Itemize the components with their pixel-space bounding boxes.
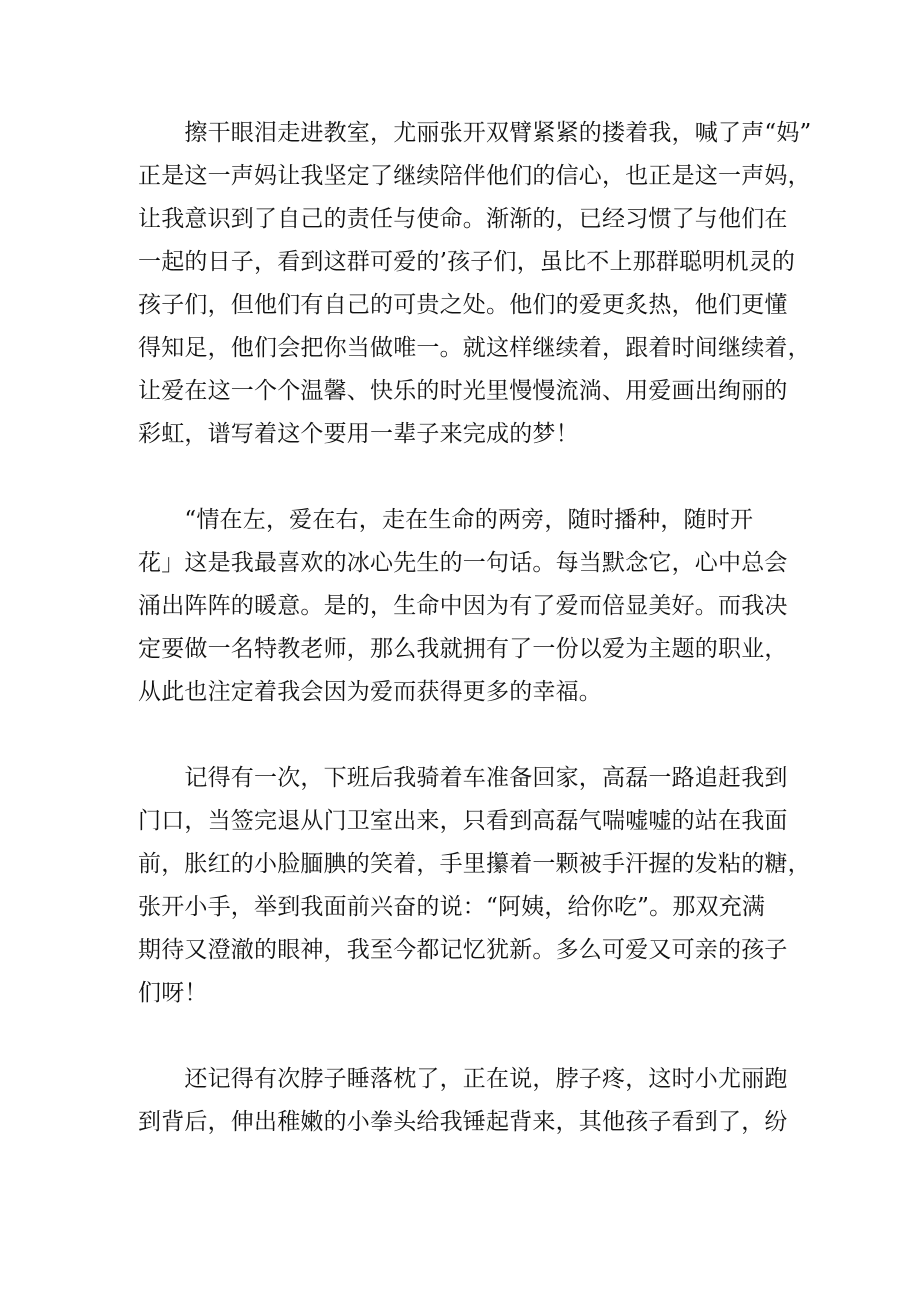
text-line: 还记得有次脖子睡落枕了，正在说，脖子疼，这时小尤丽跑 — [138, 1066, 788, 1092]
text-line: 门口，当签完退从门卫室出来，只看到高磊气喘嘘嘘的站在我面 — [138, 808, 788, 834]
text-line: 们呀！ — [138, 980, 208, 1006]
text-line: 一起的日子，看到这群可爱的’孩子们，虽比不上那群聪明机灵的 — [138, 249, 796, 275]
text-line: 张开小手，举到我面前兴奋的说：“阿姨，给你吃”。那双充满 — [138, 894, 766, 920]
text-line: 让爱在这一个个温馨、快乐的时光里慢慢流淌、用爱画出绚丽的 — [138, 378, 788, 404]
text-line: 到背后，伸出稚嫩的小拳头给我锤起背来，其他孩子看到了，纷 — [138, 1109, 788, 1135]
text-line: 擦干眼泪走进教室，尤丽张开双臂紧紧的搂着我，喊了声“妈” — [138, 120, 812, 146]
text-line: 定要做一名特教老师，那么我就拥有了一份以爱为主题的职业， — [138, 636, 788, 662]
text-line: 前，胀红的小脸腼腆的笑着，手里攥着一颗被手汗握的发粘的糖， — [138, 851, 811, 877]
text-line: 孩子们，但他们有自己的可贵之处。他们的爱更炙热，他们更懂 — [138, 292, 788, 318]
text-line: 正是这一声妈让我坚定了继续陪伴他们的信心，也正是这一声妈， — [138, 163, 811, 189]
text-line: 期待又澄澈的眼神，我至今都记忆犹新。多么可爱又可亲的孩子 — [138, 937, 788, 963]
text-line: “情在左，爱在右，走在生命的两旁，随时播种，随时开 — [138, 507, 754, 533]
text-line: 记得有一次，下班后我骑着车准备回家，高磊一路追赶我到 — [138, 765, 788, 791]
text-line: 彩虹，谱写着这个要用一辈子来完成的梦！ — [138, 421, 579, 447]
text-line: 得知足，他们会把你当做唯一。就这样继续着，跟着时间继续着， — [138, 335, 811, 361]
text-line: 花」这是我最喜欢的冰心先生的一句话。每当默念它，心中总会 — [138, 550, 788, 576]
text-line: 让我意识到了自己的责任与使命。渐渐的，已经习惯了与他们在 — [138, 206, 788, 232]
text-line: 涌出阵阵的暖意。是的，生命中因为有了爱而倍显美好。而我决 — [138, 593, 788, 619]
text-line: 从此也注定着我会因为爱而获得更多的幸福。 — [138, 679, 602, 705]
